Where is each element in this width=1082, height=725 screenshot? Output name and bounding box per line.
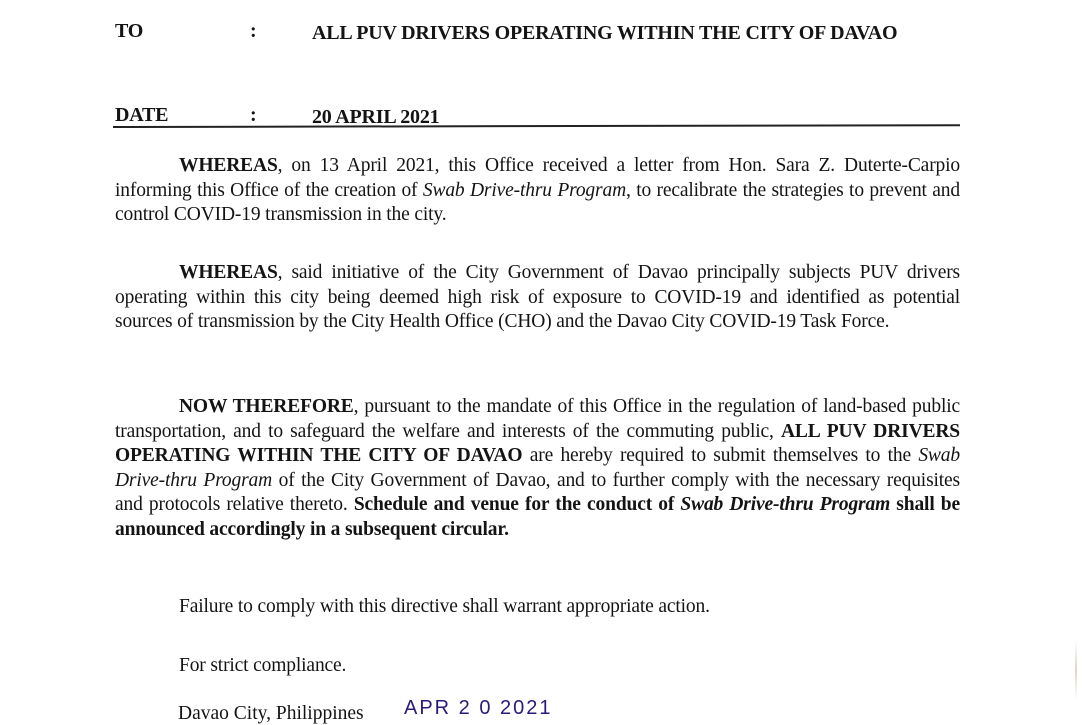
date-colon: :: [250, 104, 257, 126]
paragraph-text: of the City Government of Davao, and to further comply with the necessary requisites and protocols relative thereto.: [115, 469, 960, 515]
paragraph-now-therefore: [115, 395, 960, 542]
failure-clause: Failure to comply with this directive shall warrant appropriate action.: [179, 596, 710, 617]
paragraph-text: , pursuant to the mandate of this Office in the regulation of land-based public transportation, and to safeguard the welfare and interests of the commuting public,: [115, 396, 960, 442]
addressee-emphasis: ALL PUV DRIVERS OPERATING WITHIN THE CITY OF DAVAO: [115, 420, 960, 466]
schedule-notice: Schedule and venue for the conduct of: [353, 494, 681, 515]
place-of-issue: Davao City, Philippines: [178, 703, 364, 724]
program-name: Swab Drive-thru Program: [115, 445, 960, 491]
paragraph-text: are hereby required to submit themselves to the: [522, 445, 919, 466]
to-label: TO: [115, 20, 144, 42]
to-colon: :: [250, 20, 257, 42]
date-label: DATE: [115, 104, 169, 126]
now-therefore-lead: NOW THEREFORE: [179, 396, 354, 417]
whereas-lead: WHEREAS: [179, 155, 278, 176]
paragraph-whereas-2: [115, 261, 960, 335]
paper-edge-shadow: [1075, 640, 1077, 700]
schedule-notice-end: shall be announced accordingly in a subsequent circular.: [115, 494, 960, 540]
to-value: ALL PUV DRIVERS OPERATING WITHIN THE CITY OF DAVAO: [312, 22, 898, 44]
date-value: 20 APRIL 2021: [312, 106, 440, 128]
paragraph-text: , to recalibrate the strategies to prevent and control COVID-19 transmission in the city.: [115, 179, 960, 225]
program-name-bold: Swab Drive-thru Program: [680, 494, 891, 515]
program-name: Swab Drive-thru Program: [422, 179, 627, 201]
paragraph-text: , on 13 April 2021, this Office received a letter from Hon. Sara Z. Duterte-Carpio informing this Office of the creation of: [115, 155, 960, 201]
compliance-note: For strict compliance.: [179, 655, 347, 676]
paragraph-text: , said initiative of the City Government of Davao principally subjects PUV drivers operating within this city being deemed high risk of exposure to COVID-19 and identified as potential sources of transmission by the City Health Office (CHO) and the Davao City COVID-19 Task Force.: [115, 262, 960, 332]
received-date-stamp: APR 2 0 2021: [404, 697, 553, 719]
paragraph-whereas-1: [115, 154, 960, 228]
whereas-lead: WHEREAS: [179, 262, 278, 283]
